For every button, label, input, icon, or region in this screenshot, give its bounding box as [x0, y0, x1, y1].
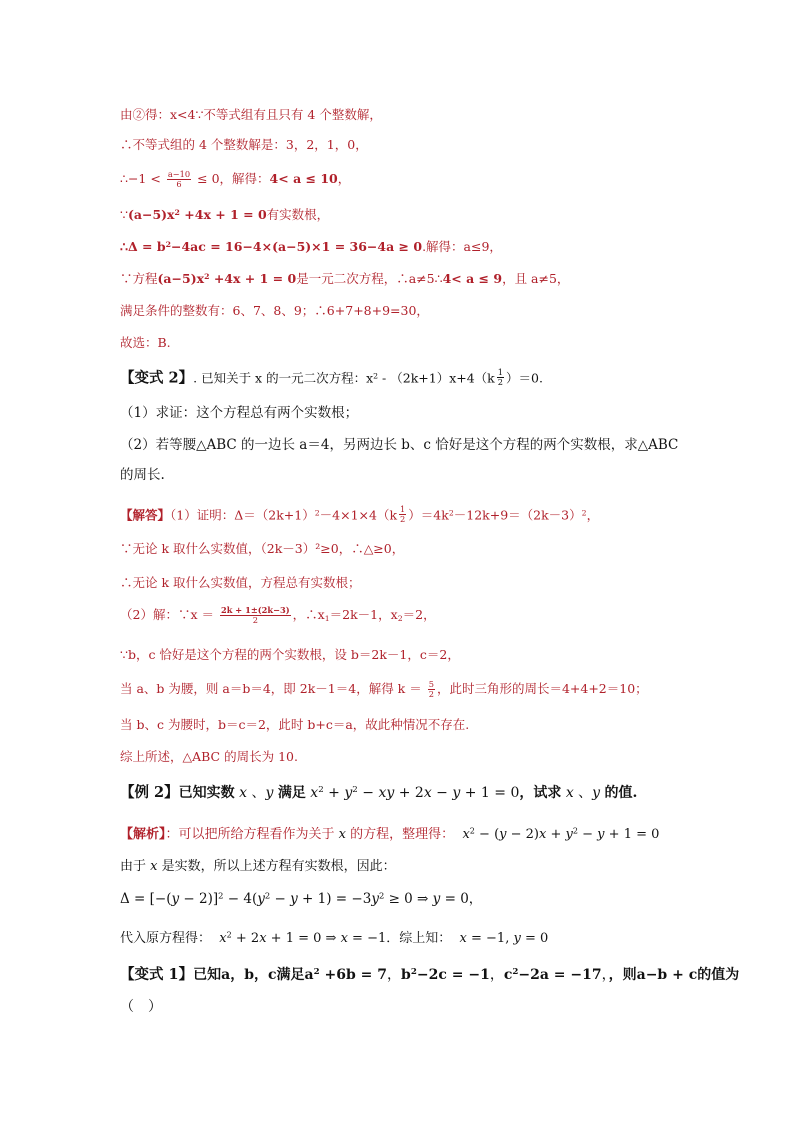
analysis-line-2: 由于 x 是实数，所以上述方程有实数根，因此：: [120, 859, 396, 874]
analysis-line-1: 【解析】：可以把所给方程看作为关于 x 的方程，整理得： $x^2 - (y - 2)x + y^2 - y + 1 = 0$: [120, 826, 660, 842]
variant-1-question: 【变式 1】已知a，b，c满足$a^2 +6b = 7$，$b^2-2c = -1$，$c^2-2a = -17$，，则a−b + c的值为: [120, 966, 740, 983]
answer-paren: （ ）: [120, 999, 162, 1015]
solution-line-2: ∴不等式组的 4 个整数解是：3，2，1，0，: [120, 137, 368, 152]
solution-line-7: 满足条件的整数有：6、7、8、9；∴6+7+8+9=30，: [120, 303, 429, 318]
answer-line-4: （2）解：∵x ＝ $\frac{2k + 1\pm(2k-3)}{2}$ ，$\therefore x_1=2k-1$，$x_2=2$，: [120, 605, 436, 625]
example-2-tag: 【例 2】: [120, 784, 179, 801]
question-part-2-line-2: 的周长.: [120, 467, 165, 483]
variant-2-question: 【变式 2】. 已知关于 x 的一元二次方程：$x^2 - (2k+1)x+4(k$ $\frac{1}{2}$ ）＝0.: [120, 367, 543, 387]
solution-line-1: 由②得：x<4∵不等式组有且只有 4 个整数解，: [120, 107, 382, 122]
question-part-2-line-1: （2）若等腰△ABC 的一边长 a＝4，另两边长 b、c 恰好是这个方程的两个实数根，求△ABC: [120, 437, 679, 453]
variant-1-tag: 【变式 1】: [120, 966, 194, 983]
variant-2-tag: 【变式 2】: [120, 369, 194, 387]
analysis-line-4: 代入原方程得： $x^2 + 2x + 1 = 0$ ⇒ x = −1．综上知： x = −1, y = 0: [120, 930, 549, 946]
solution-line-6: ∵方程$(a-5)x^2 +4x + 1 = 0$是一元二次方程，∴a≠5∴4< a ≤ 9，且 a≠5，: [120, 271, 570, 286]
solution-line-3: ∴−1 < $\frac{a-10}{6}$ ≤ 0，解得：4< a ≤ 10，: [120, 169, 351, 189]
answer-line-5: ∵b，c 恰好是这个方程的两个实数根，设 b＝2k－1，c＝2，: [120, 647, 460, 662]
answer-line-3: ∴无论 k 取什么实数值，方程总有实数根；: [120, 575, 361, 590]
answer-tag: 【解答】: [120, 507, 171, 523]
answer-line-2: ∵无论 k 取什么实数值，（2k－3）²≥0，∴△≥0，: [120, 541, 405, 556]
answer-line-6: 当 a、b 为腰，则 a＝b＝4，即 2k－1＝4，解得 k ＝ $\frac{5}{2}$ ，此时三角形的周长＝4+4+2＝10；: [120, 679, 648, 699]
analysis-line-3: $\Delta = [-(y - 2)]^2 - 4(y^2 - y + 1) = -3y^2 \ge 0$ ⇒ y = 0，: [120, 890, 483, 907]
solution-line-5: ∴Δ = $b^2-4ac = 16-4\times(a-5)\times 1 = 36-4a \ge 0$.解得：a≤9，: [120, 239, 502, 254]
answer-line-7: 当 b、c 为腰时，b＝c＝2，此时 b+c＝a，故此种情况不存在.: [120, 717, 470, 732]
question-part-1: （1）求证：这个方程总有两个实数根；: [120, 405, 359, 421]
answer-line-1: 【解答】（1）证明：$\Delta=(2k+1)^2-4\times 1\times 4(k$ $\frac{1}{2}$ ）$=4k^2-12k+9=(2k-3)^2$，: [120, 504, 600, 524]
analysis-tag: 【解析】: [120, 827, 166, 842]
solution-line-4: $\because(a-5)x^2 +4x + 1 = 0$有实数根，: [120, 207, 330, 222]
solution-line-8: 故选：B.: [120, 335, 171, 350]
answer-line-8: 综上所述，△ABC 的周长为 10.: [120, 749, 298, 764]
example-2-question: 【例 2】已知实数 x 、y 满足 $x^2 + y^2$ − xy + 2x − y + 1 = 0，试求 x 、y 的值.: [120, 784, 638, 801]
